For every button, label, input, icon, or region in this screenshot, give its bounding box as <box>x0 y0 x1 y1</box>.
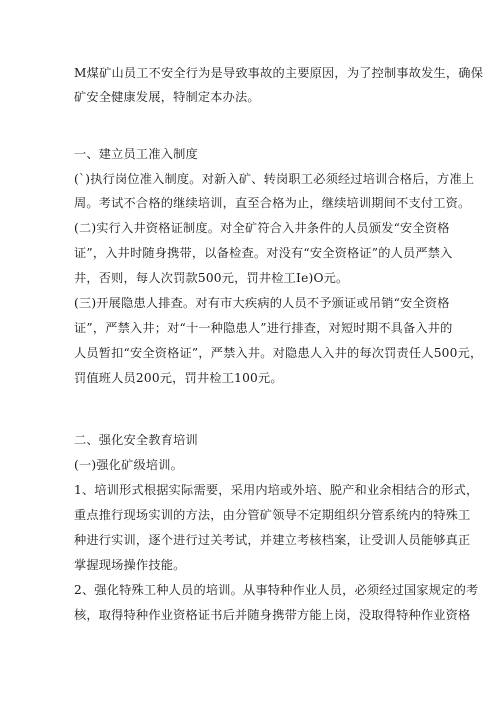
section-1-item-3-line-2: 证”，严禁入井；对“十一种隐患人”进行排查，对短时期不具备入井的 <box>74 321 453 335</box>
section-2-item-1-line-1: 1、培训形式根据实际需要，采用内培或外培、脱产和业余相结合的形式， <box>74 483 479 497</box>
section-2-item-2-line-2: 核，取得特种作业资格证书后并随身携带方能上岗，没取得特种作业资格 <box>74 608 471 622</box>
section-1-item-2-line-2: 证”，入井时随身携带，以备检查。对没有“安全资格证”的人员严禁入 <box>74 246 453 260</box>
section-2-item-2-line-1: 2、强化特殊工种人员的培训。从事特种作业人员，必须经过国家规定的考 <box>74 583 479 597</box>
section-1-item-1-line-1: (`)执行岗位准入制度。对新入矿、转岗职工必须经过培训合格后，方准上 <box>74 172 475 186</box>
section-1-heading: 一、建立员工准入制度 <box>74 147 198 161</box>
section-2-heading: 二、强化安全教育培训 <box>74 433 198 447</box>
section-2-sub-1: (一)强化矿级培训。 <box>74 458 184 472</box>
intro-line-2: 矿安全健康发展，特制定本办法。 <box>74 90 260 104</box>
section-1-item-2-line-1: (二)实行入井资格证制度。对全矿符合入井条件的人员颁发“安全资格 <box>74 221 450 235</box>
section-2-item-1-line-2: 重点推行现场实训的方法，由分管矿领导不定期组织分管系统内的特殊工 <box>74 508 471 522</box>
section-1-item-3-line-1: (三)开展隐患人排查。对有市大疾病的人员不予颁证或吊销“安全资格 <box>74 296 450 310</box>
section-2-item-1-line-4: 掌握现场操作技能。 <box>74 558 186 572</box>
section-1-item-1-line-2: 周。考试不合格的继续培训，直至合格为止，继续培训期间不支付工资。 <box>74 196 471 210</box>
section-1-item-2-line-3: 井，否则，每人次罚款500元，罚井检工Ie)O元。 <box>74 271 349 285</box>
section-2-item-1-line-3: 种进行实训，逐个进行过关考试，并建立考核档案，让受训人员能够真正 <box>74 533 471 547</box>
intro-line-1: M煤矿山员工不安全行为是导致事故的主要原因，为了控制事故发生，确保 <box>74 66 484 80</box>
section-1-item-3-line-3: 人员暂扣“安全资格证”，严禁入井。对隐患人入井的每次罚责任人500元， <box>74 346 483 360</box>
section-1-item-3-line-4: 罚值班人员200元，罚井检工100元。 <box>74 371 283 385</box>
